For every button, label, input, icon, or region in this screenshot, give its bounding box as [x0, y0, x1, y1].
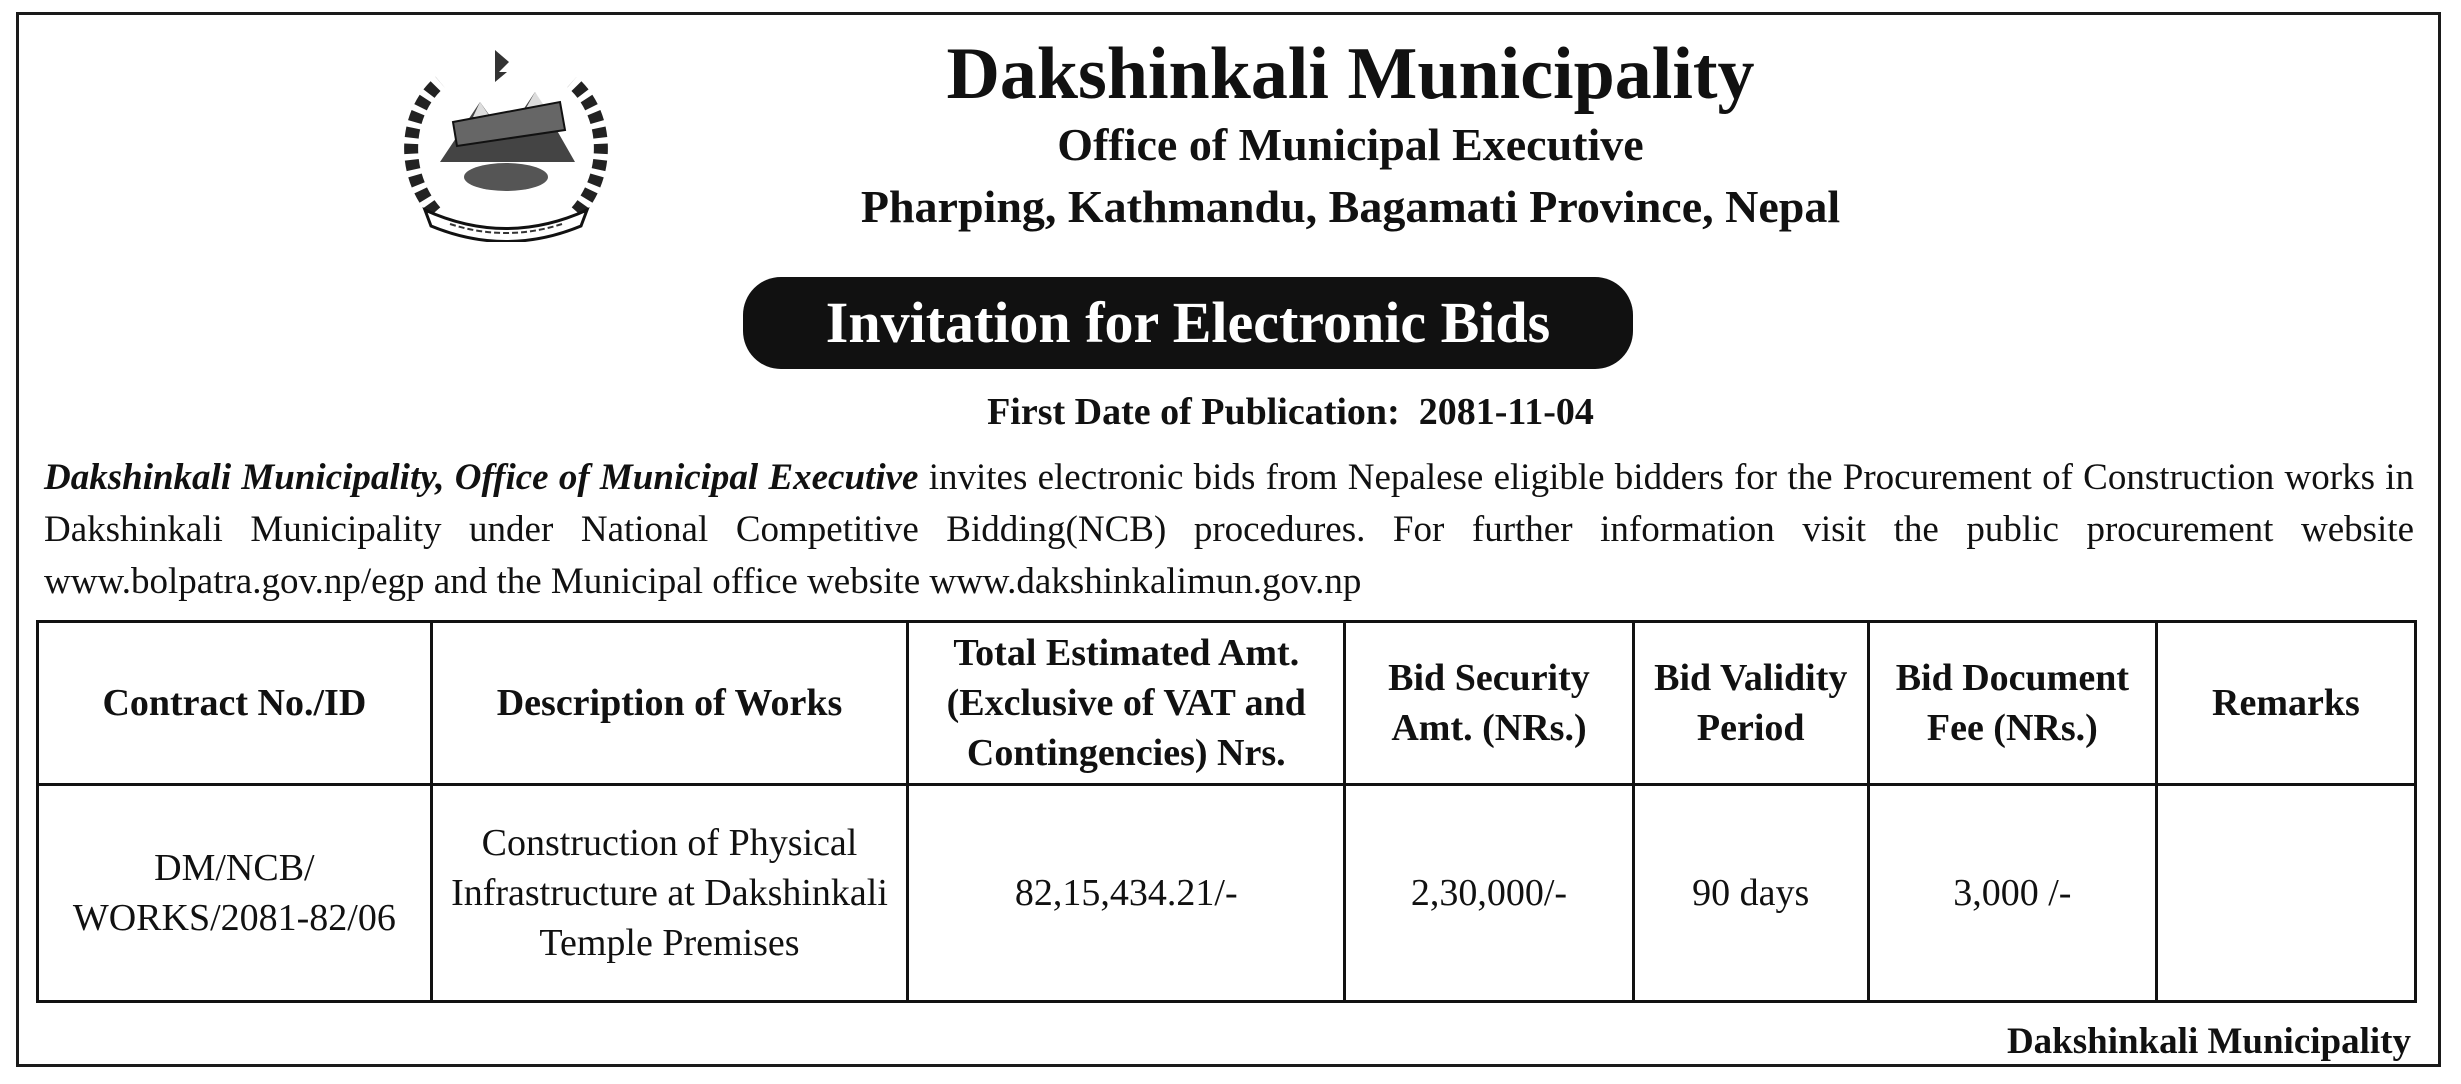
- intro-emphasis: Dakshinkali Municipality, Office of Municipal Executive: [44, 457, 919, 498]
- header-estimated-amount: Total Estimated Amt. (Exclusive of VAT and Contingencies) Nrs.: [908, 622, 1345, 785]
- municipality-title: Dakshinkali Municipality: [946, 33, 1755, 115]
- office-subtitle: Office of Municipal Executive: [1057, 119, 1644, 170]
- header-description: Description of Works: [431, 622, 908, 785]
- cell-validity: 90 days: [1633, 785, 1868, 1002]
- cell-contract-id: DM/NCB/ WORKS/2081-82/06: [38, 785, 432, 1002]
- header-contract-id: Contract No./ID: [38, 622, 432, 785]
- header-document-fee: Bid Document Fee (NRs.): [1868, 622, 2156, 785]
- cell-document-fee: 3,000 /-: [1868, 785, 2156, 1002]
- table-header-row: [38, 622, 2416, 785]
- publication-date-line: [0, 390, 2461, 434]
- notice-heading: Invitation for Electronic Bids: [743, 277, 1633, 369]
- publication-date: 2081-11-04: [1418, 391, 1594, 433]
- intro-text: invites electronic bids from Nepalese eligible bidders for the Procurement of Construction works in Dakshinkali Municipality under National Competitive Bidding(NCB) procedures. For further information visit the public procurement website www.bolpatra.gov.np/egp and the Municipal office website www.dakshinkalimun.gov.np: [44, 457, 2414, 602]
- header-bid-validity: Bid Validity Period: [1633, 622, 1868, 785]
- publication-label: First Date of Publication:: [987, 391, 1400, 433]
- intro-paragraph: [44, 452, 2414, 608]
- cell-remarks: [2156, 785, 2415, 1002]
- cell-estimated-amount: 82,15,434.21/-: [908, 785, 1345, 1002]
- header-remarks: Remarks: [2156, 622, 2415, 785]
- table-row: [38, 785, 2416, 1002]
- bid-table: [36, 620, 2417, 1003]
- footer-signature: Dakshinkali Municipality: [2006, 1021, 2411, 1062]
- header-bid-security: Bid Security Amt. (NRs.): [1345, 622, 1633, 785]
- cell-description: Construction of Physical Infrastructure at Dakshinkali Temple Premises: [431, 785, 908, 1002]
- address-line: Pharping, Kathmandu, Bagamati Province, Nepal: [860, 181, 1841, 232]
- cell-bid-security: 2,30,000/-: [1345, 785, 1633, 1002]
